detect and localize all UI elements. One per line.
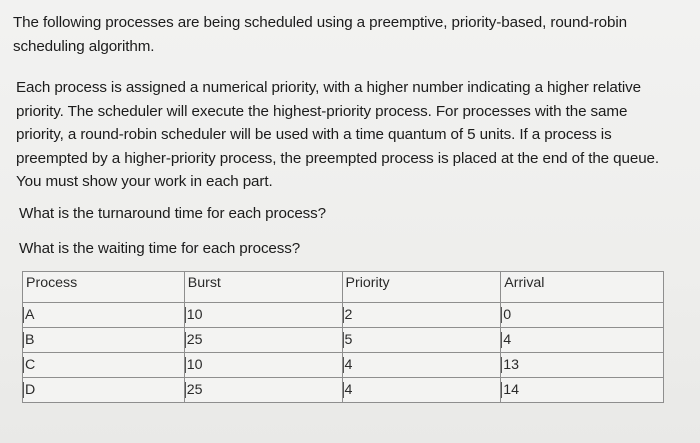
cell-arrival: 13 [501,353,664,378]
cell-arrival: 0 [501,303,664,328]
cell-process: D [23,378,185,403]
cell-priority: 4 [342,353,501,378]
cell-burst: 25 [184,378,342,403]
table-row [23,353,664,378]
cell-priority: 4 [342,378,501,403]
cell-priority: 5 [342,328,501,353]
cell-arrival: 4 [501,328,664,353]
table-row [23,303,664,328]
cell-burst: 10 [184,353,342,378]
cell-priority: 2 [342,303,501,328]
cell-process: B [23,328,185,353]
process-table [22,271,664,403]
question-waiting: What is the waiting time for each process? [19,240,301,257]
table-row [23,378,664,403]
details-paragraph: Each process is assigned a numerical priority, with a higher number indicating a higher relative priority. The scheduler will execute the highest-priority process. For processes with the same priority, a round-robin scheduler will be used with a time quantum of 5 units. If a process is preempted by a higher-priority process, the preempted process is placed at the end of the queue. You must show your work in each part. [16,79,660,190]
cell-burst: 10 [184,303,342,328]
table-header-row [23,272,664,303]
header-process: Process [23,272,185,303]
header-arrival: Arrival [501,272,664,303]
question-turnaround: What is the turnaround time for each process? [19,205,326,222]
cell-process: A [23,303,185,328]
header-priority: Priority [342,272,501,303]
cell-arrival: 14 [501,378,664,403]
header-burst: Burst [184,272,342,303]
intro-paragraph: The following processes are being scheduled using a preemptive, priority-based, round-robin scheduling algorithm. [13,14,627,55]
table-row [23,328,664,353]
cell-process: C [23,353,185,378]
cell-burst: 25 [184,328,342,353]
